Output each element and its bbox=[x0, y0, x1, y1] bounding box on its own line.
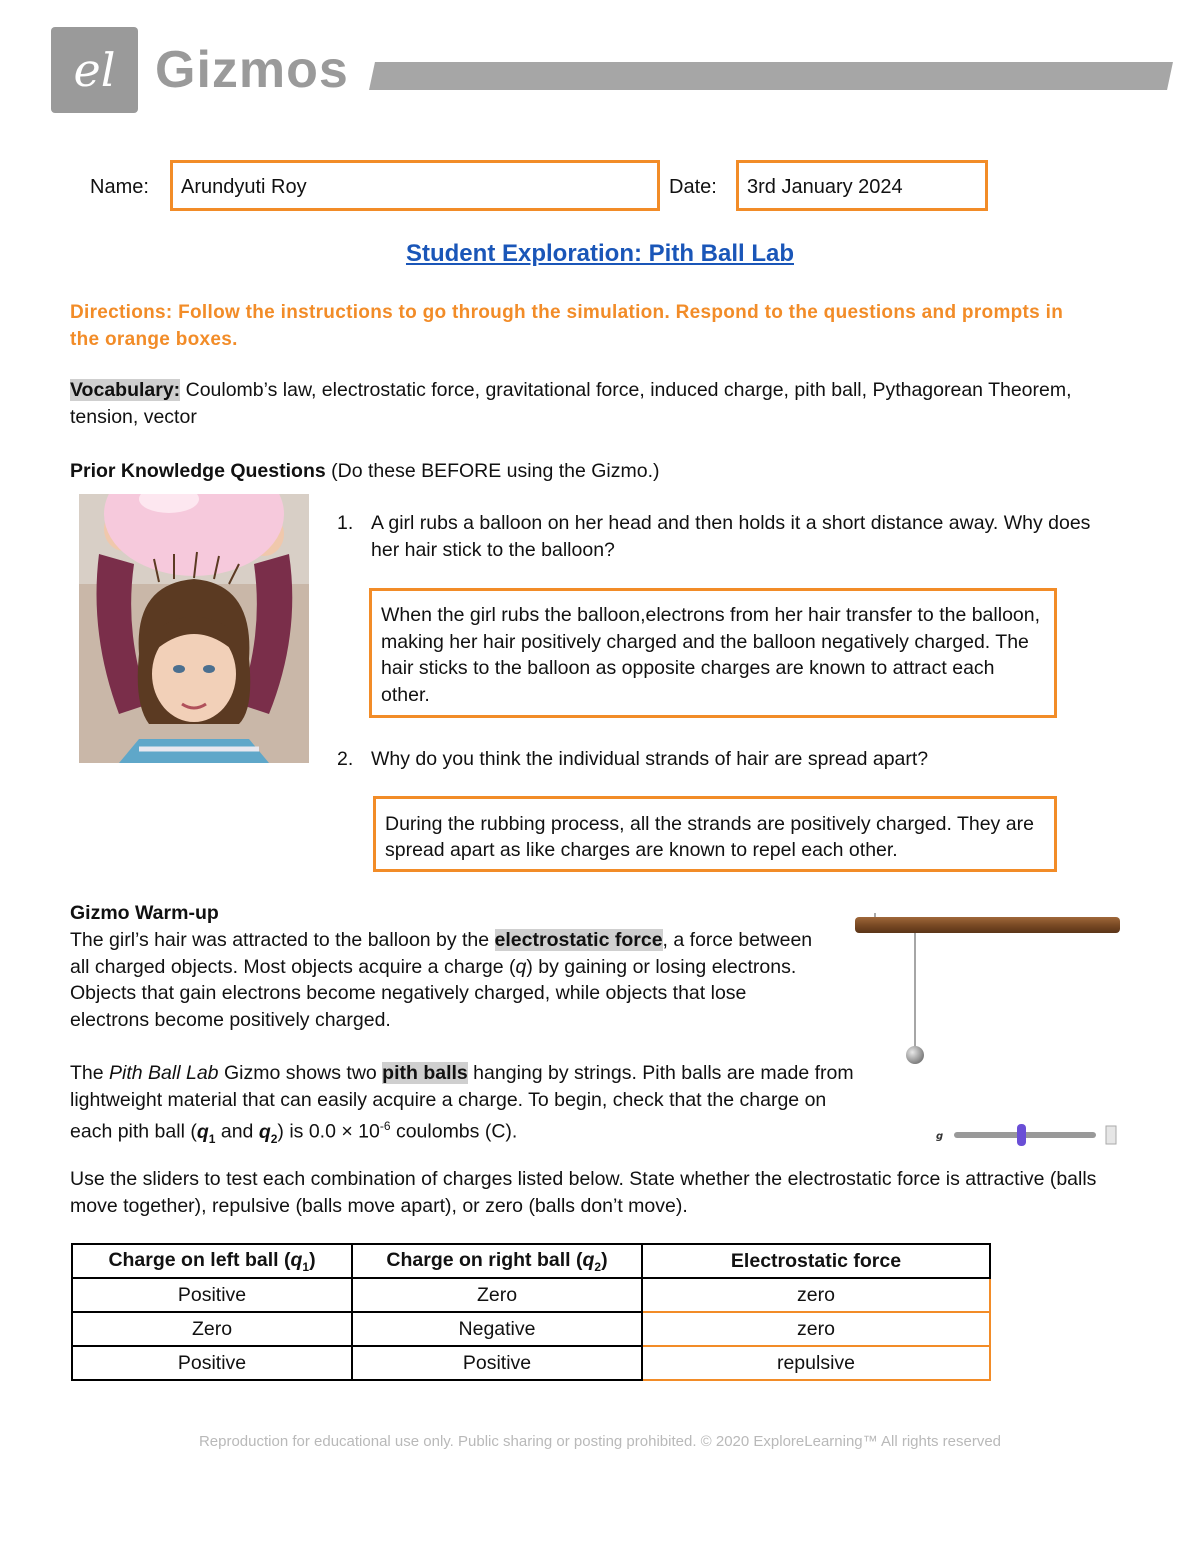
table-row bbox=[72, 1346, 990, 1380]
question-1-answer-box[interactable]: When the girl rubs the balloon,electrons from her hair transfer to the balloon, making her hair positively charged and the balloon negatively charged. The hair sticks to the balloon as opposite charges are known to attract each other. bbox=[369, 588, 1057, 718]
question-2-text: Why do you think the individual strands of hair are spread apart? bbox=[371, 748, 929, 770]
date-label: Date: bbox=[669, 176, 717, 198]
header-electrostatic-force: Electrostatic force bbox=[642, 1244, 990, 1278]
question-2-answer-box[interactable]: During the rubbing process, all the strands are positively charged. They are spread apart as like charges are known to repel each other. bbox=[373, 796, 1057, 872]
cell-force-answer[interactable]: zero bbox=[642, 1278, 990, 1312]
vocabulary-list: Coulomb’s law, electrostatic force, gravitational force, induced charge, pith ball, Pythagorean Theorem, tension, vector bbox=[70, 379, 1072, 428]
date-field[interactable]: 3rd January 2024 bbox=[736, 160, 988, 211]
page-title: Student Exploration: Pith Ball Lab bbox=[405, 240, 794, 267]
var-q2: q bbox=[258, 1120, 271, 1143]
cell-force-answer[interactable]: zero bbox=[642, 1312, 990, 1346]
explorelearning-logo: el bbox=[73, 43, 116, 97]
text-run: ) by gaining or losing electrons. Objects that gain electrons become negatively charged, while objects that lose electrons become positively charged. bbox=[70, 955, 797, 1031]
var-q2-sub: 2 bbox=[270, 1131, 278, 1146]
var-q1: q bbox=[196, 1120, 209, 1143]
warmup-paragraph-1 bbox=[70, 927, 830, 1033]
vocabulary-label: Vocabulary: bbox=[70, 379, 181, 401]
slider-label: g bbox=[936, 1131, 944, 1142]
warmup-paragraph-2 bbox=[70, 1060, 860, 1152]
gizmo-name: Pith Ball Lab bbox=[109, 1062, 219, 1084]
pith-ball-gizmo-illustration bbox=[850, 905, 1120, 1155]
cell-left-charge: Zero bbox=[72, 1312, 352, 1346]
text-run: coulombs (C). bbox=[390, 1120, 518, 1143]
footer-copyright: Reproduction for educational use only. Public sharing or posting prohibited. © 2020 ExploreLearning™ All rights reserved bbox=[198, 1433, 1002, 1450]
var-q1-sub: 1 bbox=[208, 1131, 216, 1146]
warmup-heading: Gizmo Warm-up bbox=[70, 902, 219, 924]
var-q: q bbox=[515, 955, 527, 978]
g-slider bbox=[936, 1124, 1116, 1146]
brand-name: Gizmos bbox=[155, 41, 349, 99]
cell-right-charge: Negative bbox=[352, 1312, 642, 1346]
pith-ball bbox=[906, 1046, 924, 1064]
question-1-number: 1. bbox=[337, 512, 354, 534]
text-run: ) is 0.0 × 10 bbox=[277, 1120, 380, 1143]
text-run: The bbox=[70, 1062, 110, 1084]
name-field[interactable]: Arundyuti Roy bbox=[170, 160, 660, 211]
term-pith-balls: pith balls bbox=[382, 1062, 468, 1084]
cell-left-charge: Positive bbox=[72, 1346, 352, 1380]
cell-right-charge: Zero bbox=[352, 1278, 642, 1312]
table-row bbox=[72, 1278, 990, 1312]
prior-heading-label: Prior Knowledge Questions bbox=[70, 460, 326, 482]
text-run: Gizmo shows two bbox=[218, 1062, 383, 1084]
cell-left-charge: Positive bbox=[72, 1278, 352, 1312]
table-instructions: Use the sliders to test each combination of charges listed below. State whether the electrostatic force is attractive (balls move together), repulsive (balls move apart), or zero (balls don’t move). bbox=[70, 1168, 1097, 1217]
cell-right-charge: Positive bbox=[352, 1346, 642, 1380]
directions-text: Directions: Follow the instructions to go through the simulation. Respond to the questions and prompts in the orange boxes. bbox=[70, 302, 1064, 350]
cell-force-answer[interactable]: repulsive bbox=[642, 1346, 990, 1380]
text-run: , a force between all charged objects. Most objects acquire a charge ( bbox=[70, 929, 813, 978]
vocabulary bbox=[70, 377, 1100, 430]
name-label: Name: bbox=[90, 176, 149, 198]
header-bar bbox=[369, 62, 1173, 90]
prior-knowledge-heading bbox=[70, 458, 660, 485]
support-rod bbox=[855, 917, 1120, 933]
text-run: hanging by strings. Pith balls are made from lightweight material that can easily acquire a charge. To begin, check that the charge on each pith ball ( bbox=[70, 1062, 854, 1143]
table-row bbox=[72, 1312, 990, 1346]
header-right-charge: Charge on right ball $(q_2)$ bbox=[352, 1244, 642, 1278]
header-left-charge: Charge on left ball $(q_1)$ bbox=[72, 1244, 352, 1278]
charge-force-table bbox=[71, 1243, 991, 1381]
exponent: -6 bbox=[379, 1119, 391, 1133]
term-electrostatic-force: electrostatic force bbox=[494, 929, 663, 951]
text-run: and bbox=[215, 1120, 259, 1143]
question-2-number: 2. bbox=[337, 748, 354, 770]
text-run: The girl’s hair was attracted to the balloon by the bbox=[70, 929, 495, 951]
prior-heading-note: (Do these BEFORE using the Gizmo.) bbox=[325, 460, 660, 482]
question-1-text: A girl rubs a balloon on her head and then holds it a short distance away. Why does her hair stick to the balloon? bbox=[371, 512, 1091, 561]
table-header-row bbox=[72, 1244, 990, 1278]
girl-with-balloon-photo bbox=[79, 494, 309, 763]
